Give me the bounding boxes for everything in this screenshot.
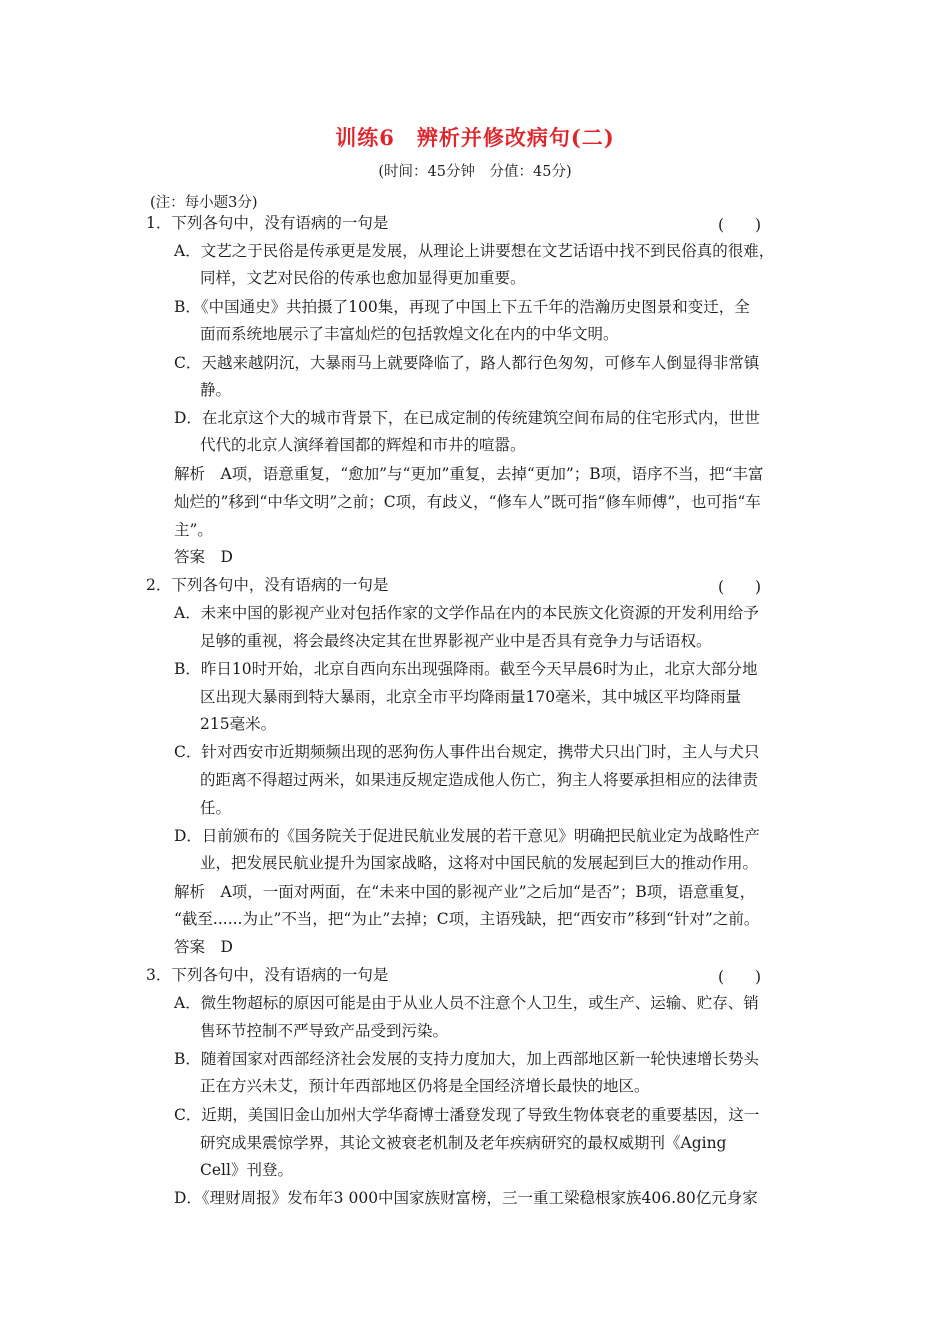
page-title: 训练6 辨析并修改病句(二) xyxy=(335,125,615,150)
question-1-answer: 答案 D xyxy=(174,548,233,566)
question-3-option-d: D．《理财周报》发布年3 000中国家族财富榜，三一重工梁稳根家族406.80亿元身家 xyxy=(174,1189,758,1207)
question-1-option-c-cont: 静。 xyxy=(200,381,232,399)
question-3-option-c: C．近期，美国旧金山加州大学华裔博士潘登发现了导致生物体衰老的重要基因，这一 xyxy=(174,1106,760,1124)
question-3-option-c-cont: Cell》刊登。 xyxy=(200,1161,293,1179)
question-1-option-b-cont: 面而系统地展示了丰富灿烂的包括敦煌文化在内的中华文明。 xyxy=(200,325,619,343)
time-score-info: (时间：45分钟 分值：45分) xyxy=(378,164,572,180)
question-3-option-b: B．随着国家对西部经济社会发展的支持力度加大，加上西部地区新一轮快速增长势头 xyxy=(174,1050,759,1068)
question-2-option-a: A．未来中国的影视产业对包括作家的文学作品在内的本民族文化资源的开发利用给予 xyxy=(174,604,759,622)
question-2-option-d-cont: 业，把发展民航业提升为国家战略，这将对中国民航的发展起到巨大的推动作用。 xyxy=(200,854,759,872)
question-2-option-c-cont: 的距离不得超过两米，如果违反规定造成他人伤亡，狗主人将要承担相应的法律责 xyxy=(200,771,759,789)
question-1-answer-blank: ( ) xyxy=(718,216,762,234)
question-3-option-a: A．微生物超标的原因可能是由于从业人员不注意个人卫生，或生产、运输、贮存、销 xyxy=(174,994,759,1012)
question-2-stem: 2．下列各句中，没有语病的一句是 xyxy=(146,576,389,594)
question-2-option-c-cont: 任。 xyxy=(200,799,232,817)
question-2-explanation-cont: “截至......为止”不当，把“为止”去掉；C项，主语残缺，把“西安市”移到“针对”之前。 xyxy=(174,910,760,928)
question-2-option-d: D．日前颁布的《国务院关于促进民航业发展的若干意见》明确把民航业定为战略性产 xyxy=(174,827,760,845)
question-3-option-a-cont: 售环节控制不严导致产品受到污染。 xyxy=(200,1022,449,1040)
question-3-answer-blank: ( ) xyxy=(718,968,762,986)
question-1-explanation: 解析 A项，语意重复，“愈加”与“更加”重复，去掉“更加”；B项，语序不当，把“丰富 xyxy=(174,465,764,483)
question-1-option-c: C．天越来越阴沉，大暴雨马上就要降临了，路人都行色匆匆，可修车人倒显得非常镇 xyxy=(174,354,760,372)
question-1-option-b: B．《中国通史》共拍摄了100集，再现了中国上下五千年的浩瀚历史图景和变迁，全 xyxy=(174,298,750,316)
question-2-answer: 答案 D xyxy=(174,938,233,956)
question-2-option-b-cont: 215毫米。 xyxy=(200,715,277,733)
question-2-option-a-cont: 足够的重视，将会最终决定其在世界影视产业中是否具有竞争力与话语权。 xyxy=(200,632,712,650)
question-1-stem: 1．下列各句中，没有语病的一句是 xyxy=(146,214,389,232)
question-1-option-d: D．在北京这个大的城市背景下，在已成定制的传统建筑空间布局的住宅形式内，世世 xyxy=(174,409,760,427)
question-2-option-b-cont: 区出现大暴雨到特大暴雨，北京全市平均降雨量170毫米，其中城区平均降雨量 xyxy=(200,688,742,706)
question-2-explanation: 解析 A项，一面对两面，在“未来中国的影视产业”之后加“是否”；B项，语意重复， xyxy=(174,883,756,901)
question-2-option-b: B．昨日10时开始，北京自西向东出现强降雨。截至今天早晨6时为止，北京大部分地 xyxy=(174,660,758,678)
question-3-option-b-cont: 正在方兴未艾，预计年西部地区仍将是全国经济增长最快的地区。 xyxy=(200,1077,650,1095)
question-3-option-c-cont: 研究成果震惊学界，其论文被衰老机制及老年疾病研究的最权威期刊《Aging xyxy=(200,1134,727,1152)
question-3-stem: 3．下列各句中，没有语病的一句是 xyxy=(146,966,389,984)
question-2-option-c: C．针对西安市近期频频出现的恶狗伤人事件出台规定，携带犬只出门时，主人与犬只 xyxy=(174,743,760,761)
question-1-explanation-cont: 灿烂的”移到“中华文明”之前；C项，有歧义，“修车人”既可指“修车师傅”，也可指“车 xyxy=(174,493,761,511)
scoring-note: (注：每小题3分) xyxy=(150,195,258,211)
question-1-option-a-cont: 同样，文艺对民俗的传承也愈加显得更加重要。 xyxy=(200,269,526,287)
question-1-option-a: A．文艺之于民俗是传承更是发展，从理论上讲要想在文艺话语中找不到民俗真的很难， xyxy=(174,242,775,260)
question-2-answer-blank: ( ) xyxy=(718,578,762,596)
question-1-explanation-cont: 主”。 xyxy=(174,521,213,539)
question-1-option-d-cont: 代代的北京人演绎着国都的辉煌和市井的喧嚣。 xyxy=(200,436,526,454)
